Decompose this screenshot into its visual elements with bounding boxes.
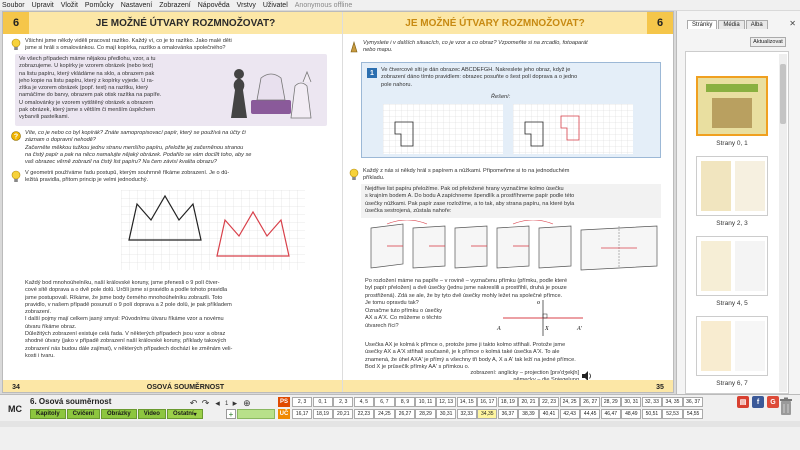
chevron-down-icon: ▾ (193, 411, 197, 418)
uc-page-cell[interactable]: 32,33 (457, 409, 477, 419)
task-number-badge: 1 (367, 68, 377, 78)
menu-vlozit[interactable]: Vložit (60, 1, 78, 9)
pages-panel (676, 11, 800, 394)
uc-page-cell[interactable]: 48,49 (621, 409, 641, 419)
navigation-controls (188, 398, 253, 409)
uc-page-cell[interactable]: 18,19 (313, 409, 333, 419)
chapter-nav (30, 409, 204, 419)
lightbulb-icon (349, 168, 359, 182)
crowns-grid-figure (121, 190, 305, 270)
thumbnail-pages-0-1[interactable] (696, 76, 768, 136)
uc-page-cell[interactable]: 22,23 (354, 409, 374, 419)
right-page-title: JE MOŽNÉ ÚTVARY ROZMNOŽOVAT? (405, 17, 585, 29)
left-page-footer (3, 380, 342, 393)
google-icon[interactable]: G (767, 396, 779, 408)
right-page-header (343, 12, 673, 34)
task-grid-right (513, 104, 633, 154)
ps-page-cell[interactable]: 8, 9 (395, 397, 415, 407)
conclusion-text: Úsečka AX je kolmá k přímce o, protože jsme ji takto kolmo střihali. Protože jsme úsečky AX a A'X střihali současně, je k přímce o kolmá také úsečka A'X. To ale znamená, že úhel AXA' je přímý a všechny tři body A, X a A' tak leží na jedné přímce. Bod X je průsečík přímky AA' s přímkou o. (365, 342, 576, 370)
workbook-page-row (292, 397, 704, 407)
uc-page-cell[interactable]: 52,53 (662, 409, 682, 419)
menu-upravit[interactable]: Upravit (31, 1, 54, 9)
thumbnail-label: Strany 4, 5 (716, 300, 748, 307)
uc-page-cell[interactable]: 30,31 (436, 409, 456, 419)
add-icon[interactable]: + (226, 409, 236, 419)
task-icon (349, 40, 359, 54)
question-icon (11, 130, 21, 144)
intro-text: Všichni jsme někdy viděli pracovat razítko. Každý ví, co je to razítko. Jako malé děti jsme si hráli s omalovánkou. Co mají kopírka, razítko a omalovánka společného? (25, 38, 232, 52)
trash-icon[interactable] (779, 397, 793, 417)
thumbnails-scrollbar[interactable] (779, 54, 787, 392)
thumbnail-label: Strany 0, 1 (716, 140, 748, 147)
geometry-text: V geometrii používáme řadu postupů, kterým souhrnně říkáme zobrazení. Je o dů- ležitá pravidla, přitom princip je velmi jednoduchý. (25, 170, 230, 184)
point-a-prime-label: A' (577, 326, 582, 332)
paper-folding-illustration (367, 220, 661, 276)
ps-page-cell[interactable]: 32, 33 (642, 397, 662, 407)
uc-page-cell[interactable]: 38,39 (518, 409, 538, 419)
ps-page-cell[interactable]: 16, 17 (477, 397, 497, 407)
uc-label: UČ (279, 411, 289, 417)
ps-label: PS (279, 399, 288, 405)
menu-napoveda[interactable]: Nápověda (197, 1, 230, 9)
kapitoly-button[interactable]: Kapitoly (30, 409, 66, 419)
ps-page-cell[interactable]: 36, 37 (683, 397, 703, 407)
segment-question: Označme tuto přímku o úsečky AX a A'X. Co můžeme o těchto útvarech říci? (365, 308, 443, 329)
chess-pieces-illustration (221, 60, 321, 122)
unfold-explanation: Po rozložení máme na papíře – v rovině – vyznačenu přímku (přímku, podle které byl papír přeložen) a dvě úsečky (jednu jsme nakreslili a prostřihli, druhá je pouze prostřižená). Zdá se ale, že by tyto dvě úsečky mohly ležet na společné přímce. Je tomu opravdu tak? (365, 278, 568, 306)
progress-bar (237, 409, 275, 419)
uc-page-cell[interactable]: 42,43 (560, 409, 580, 419)
ps-page-cell[interactable]: 6, 7 (374, 397, 394, 407)
panel-tabs (687, 20, 769, 29)
right-page-chapter-number: 6 (647, 12, 673, 34)
point-a-label: A (497, 326, 501, 332)
tab-alba[interactable]: Alba (746, 20, 768, 29)
ps-page-cell[interactable]: 28, 29 (601, 397, 621, 407)
left-page-chapter-number: 6 (3, 12, 29, 34)
page-number: 1 (225, 400, 229, 407)
ps-page-cell[interactable]: 14, 15 (457, 397, 477, 407)
uc-page-cell[interactable]: 16,17 (292, 409, 312, 419)
ps-page-cell[interactable]: 0, 1 (313, 397, 333, 407)
undo-icon[interactable]: ↶ (189, 398, 198, 408)
ps-page-cell[interactable]: 20, 21 (518, 397, 538, 407)
tab-media[interactable]: Média (718, 20, 744, 29)
right-page (343, 12, 673, 393)
perpendicular-figure (493, 296, 593, 340)
left-page (3, 12, 343, 393)
cviceni-button[interactable]: Cvičení (67, 409, 100, 419)
ps-page-cell[interactable]: 2, 3 (292, 397, 312, 407)
ps-page-cell[interactable]: 34, 35 (662, 397, 682, 407)
ostatni-button[interactable]: Ostatní ▾ (167, 409, 203, 419)
uc-page-cell[interactable]: 28,29 (415, 409, 435, 419)
question-text: Víte, co je nebo co byl kopírák? Znáte samopropisovací papír, který se používá na účty či záznam o dopravní nehodě? Začerněte měkkou tužkou jednu stranu menšího papíru, přeložte jej začerněnou stranou na čistý papír a pak na něco namalujte nějaký obrázek. Podařilo se vám docílit toho, aby se vaš obrazec věrně zobrazil na čistý list papíru? Na čem závisí kvalita obrazu? (25, 130, 252, 166)
line-o-label: o (537, 300, 540, 306)
ps-page-cell[interactable]: 2, 3 (333, 397, 353, 407)
menu-vrstvy[interactable]: Vrstvy (236, 1, 256, 9)
forward-icon[interactable]: ▸ (232, 398, 238, 408)
book-spread (2, 11, 674, 393)
mc-logo: MC (8, 404, 22, 414)
uc-page-cell[interactable]: 50,51 (642, 409, 662, 419)
redo-icon[interactable]: ↷ (201, 398, 210, 408)
thumbnail-pages-4-5[interactable] (696, 236, 768, 296)
menu-nastaveni[interactable]: Nastavení (120, 1, 153, 9)
app-icons (737, 396, 782, 408)
refresh-button[interactable]: Aktualizovat (750, 37, 786, 47)
task-1-text: Ve čtvercové síti je dán obrazec ABCDEFGH. Nakreslete jeho obraz, když je zobrazení dáno tímto pravidlem: obrazec posuňte o šest polí doprava a o jedno pole nahoru. (381, 67, 578, 88)
ps-page-cell[interactable]: 10, 11 (415, 397, 435, 407)
crowns-explanation: Každý bod mnohoúhelníku, naší královské koruny, jsme přenesli o 9 polí čtver- cové sítě doprava a o dvě pole dolů. Určili jsme si pravidlo a podle tohoto pravidla jsme postupovali. Říkáme, že jsme body černého mnohoúhelníku zobrazili. Toto pravidlo, v našem případě posunutí o 9 polí doprava a 2 pole dolů, je pak příkladem zobrazení. I další pojmy mají celkem jasný smysl: Původnímu útvaru říkáme vzor a novému útvaru říkáme obraz. Důležitých zobrazení existuje celá řada. V některých případech jsou vzor a obraz shodné útvary (jako v případě zobrazení naší královské koruny, příklady takových zobrazení nás budou dále zajímat), v některých případech dochází ke změnám veli- kosti i tvaru. (25, 280, 233, 359)
ps-page-cell[interactable]: 18, 19 (498, 397, 518, 407)
menu-uzivatel[interactable]: Uživatel (262, 1, 288, 9)
ps-page-cell[interactable]: 12, 13 (436, 397, 456, 407)
uc-page-cell[interactable]: 24,25 (374, 409, 394, 419)
uc-page-cell[interactable]: 20,21 (333, 409, 353, 419)
menu-soubor[interactable]: Soubor (2, 1, 25, 9)
menu-bar (0, 0, 800, 10)
svg-text:?: ? (13, 133, 19, 141)
lightbulb-icon (11, 38, 21, 52)
offline-status: Anonymous offline (294, 1, 353, 9)
left-page-title: JE MOŽNÉ ÚTVARY ROZMNOŽOVAT? (95, 17, 276, 29)
right-page-number: 35 (656, 383, 664, 391)
right-page-footer (343, 380, 673, 393)
lightbulb-icon (11, 170, 21, 184)
point-x-label: X (545, 326, 549, 332)
menu-zobrazeni[interactable]: Zobrazení (159, 1, 191, 9)
zoom-icon[interactable]: ⊕ (243, 398, 251, 408)
left-page-number: 34 (12, 383, 20, 391)
thumbnail-label: Strany 2, 3 (716, 220, 748, 227)
copier-explanation: Ve všech případech máme nějakou předlohu, vzor, a tu zobrazujeme. U kopírky je vzorem obrázek (nebo text) na listu papíru, který vkládáme na sklo, a obrazem pak jeho kopie na listu papíru, který z kopírky vyjede. U ra- zítka je vzorem obrázek (popř. text) na razítku, který namáčíme do barvy, obrazem pak otisk razítka na papíře. U omalovánky je vzorem vytištěný obrázek a obrazem pak obrázek, který jsme s větším či menším úspěchem vybarvili pastelkami. (19, 56, 162, 121)
uc-page-cell[interactable]: 54,55 (683, 409, 703, 419)
uc-page-cell[interactable]: 40,41 (539, 409, 559, 419)
uc-page-cell[interactable]: 36,37 (498, 409, 518, 419)
uc-page-cell[interactable]: 44,45 (580, 409, 600, 419)
left-page-header (3, 12, 342, 34)
facebook-icon[interactable]: f (752, 396, 764, 408)
thumbnail-pages-2-3[interactable] (696, 156, 768, 216)
page-thumbnails (685, 51, 789, 394)
back-icon[interactable]: ◂ (215, 398, 220, 408)
ps-page-cell[interactable]: 26, 27 (580, 397, 600, 407)
uc-page-cell[interactable]: 46,47 (601, 409, 621, 419)
thumbnail-label: Strany 6, 7 (716, 380, 748, 387)
chapter-title: 6. Osová souměrnost (30, 397, 112, 406)
ps-page-cell[interactable]: 24, 25 (560, 397, 580, 407)
horizontal-scrollbar[interactable] (0, 421, 800, 427)
obrazky-button[interactable]: Obrázky (101, 409, 137, 419)
solution-label: Řešení: (491, 94, 511, 100)
menu-pomucky[interactable]: Pomůcky (84, 1, 114, 9)
paper-intro: Každý z nás si někdy hrál s papírem a nůžkami. Připomeňme si to na jednoduchém příkladu. (363, 168, 570, 182)
ps-page-cell[interactable]: 30, 31 (621, 397, 641, 407)
task-grid-left (383, 104, 503, 154)
uc-page-cell[interactable]: 26,27 (395, 409, 415, 419)
close-icon[interactable]: ✕ (789, 19, 796, 28)
pdf-icon[interactable]: ▤ (737, 396, 749, 408)
vocabulary: zobrazení: anglicky – projection [prə'dʒekʃn] (470, 370, 579, 376)
thumbnail-pages-6-7[interactable] (696, 316, 768, 376)
textbook-page-row (292, 409, 704, 419)
tab-stranky[interactable]: Stránky (687, 20, 717, 29)
video-button[interactable]: Video (138, 409, 166, 419)
task-intro: Vymyslete i v dalších situacích, co je vzor a co obraz? Vzpomeňte si na zrcadlo, fotoaparát nebo mapu. (363, 40, 588, 54)
left-page-footer-title: OSOVÁ SOUMĚRNOST (146, 383, 225, 391)
scissors-instructions: Nejdřive list papíru přeložíme. Pak od přeložené hrany vyznačíme kolmo úsečku s krajním bodem A. Do bodu A zapíchneme špendlík a prostříhneme papír podle této úsečky nůžkami. Pak papír zase rozložíme, a to tak, aby strana papíru, na které byla úsečka sestrojená, zůstala nahoře: (365, 186, 575, 214)
uc-page-cell[interactable]: 34,35 (477, 409, 497, 419)
ps-page-cell[interactable]: 22, 23 (539, 397, 559, 407)
ps-page-cell[interactable]: 4, 5 (354, 397, 374, 407)
